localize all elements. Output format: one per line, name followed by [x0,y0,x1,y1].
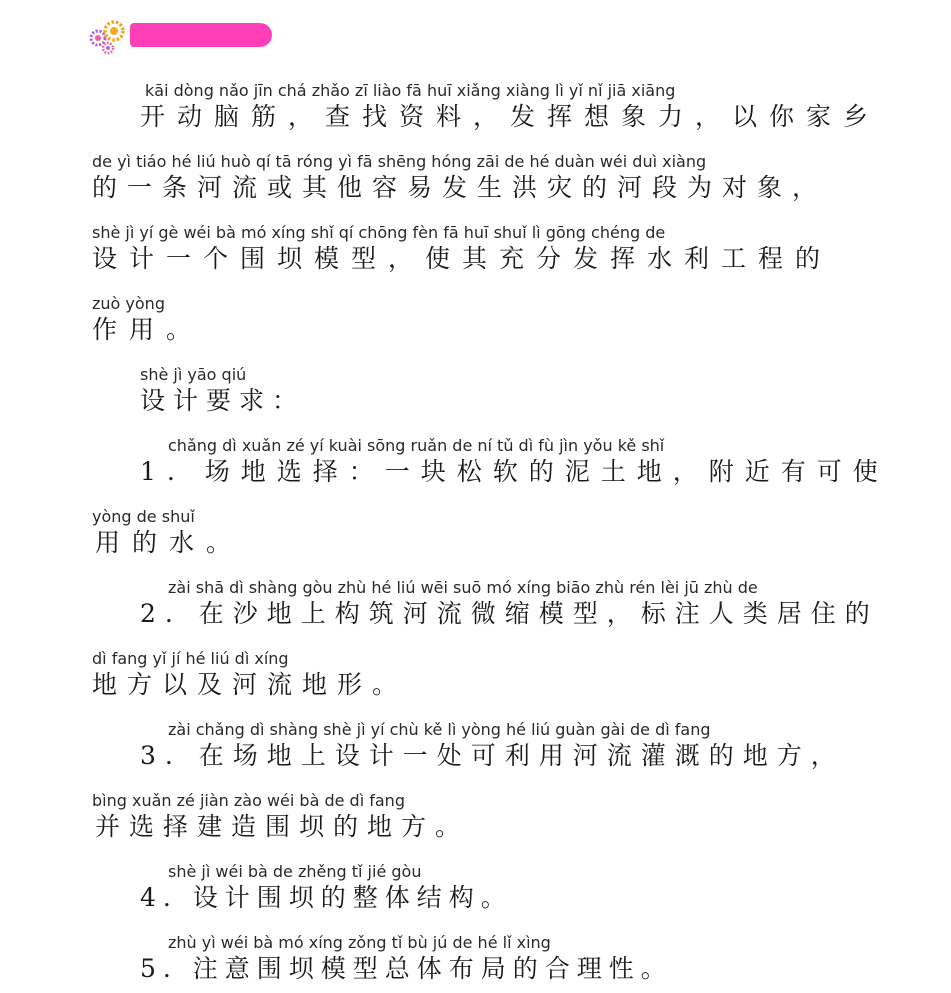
text-line: 2. 在沙地上构筑河流微缩模型，标注人类居住的 [140,599,879,628]
text-line: 作用。 [92,315,204,344]
text-line: 5. 注意围坝模型总体布局的合理性。 [140,954,673,983]
pinyin-line: shè jì yí gè wéi bà mó xíng shǐ qí chōng fèn fā huī shuǐ lì gōng chéng de [92,223,666,242]
text-line: 地方以及河流地形。 [92,670,408,699]
pinyin-line: shè jì yāo qiú [140,365,247,384]
pinyin-line: bìng xuǎn zé jiàn zào wéi bà de dì fang [92,791,405,810]
text-line: 设计要求： [140,386,306,415]
text-line: 3. 在场地上设计一处可利用河流灌溉的地方， [140,741,845,770]
gear-icon [103,43,113,53]
pinyin-line: dì fang yǐ jí hé liú dì xíng [92,649,289,668]
text-line: 开动脑筋，查找资料，发挥想象力，以你家乡 [140,102,881,131]
text-line: 并选择建造围坝的地方。 [95,812,470,841]
gear-icon [105,22,123,40]
gears-icon [86,16,130,56]
text-line: 4. 设计围坝的整体结构。 [140,883,513,912]
pinyin-line: shè jì wéi bà de zhěng tǐ jié gòu [168,862,422,881]
pinyin-line: de yì tiáo hé liú huò qí tā róng yì fā shēng hóng zāi de hé duàn wéi duì xiàng [92,152,707,171]
text-line: 1. 场地选择：一块松软的泥土地，附近有可使 [140,457,889,486]
pinyin-line: zài chǎng dì shàng shè jì yí chù kě lì yòng hé liú guàn gài de dì fang [168,720,711,739]
pinyin-line: zuò yòng [92,294,165,313]
section-title-banner [130,23,272,47]
pinyin-line: chǎng dì xuǎn zé yí kuài sōng ruǎn de ní tǔ dì fù jìn yǒu kě shǐ [168,436,665,455]
text-line: 用的水。 [95,528,244,557]
pinyin-line: kāi dòng nǎo jīn chá zhǎo zī liào fā huī xiǎng xiàng lì yǐ nǐ jiā xiāng [145,81,676,100]
section-header [86,14,286,58]
text-line: 设计一个围坝模型，使其充分发挥水利工程的 [92,244,833,273]
pinyin-line: zhù yì wéi bà mó xíng zǒng tǐ bù jú de hé lǐ xìng [168,933,551,952]
text-line: 的一条河流或其他容易发生洪灾的河段为对象， [92,173,828,202]
gear-icon [91,31,105,45]
pinyin-line: yòng de shuǐ [92,507,195,526]
pinyin-line: zài shā dì shàng gòu zhù hé liú wēi suō mó xíng biāo zhù rén lèi jū zhù de [168,578,758,597]
